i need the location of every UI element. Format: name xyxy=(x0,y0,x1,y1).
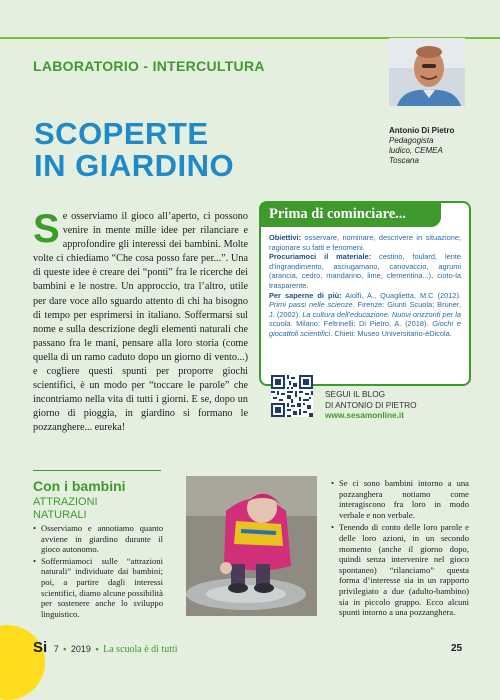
issue-number: 7 xyxy=(53,644,59,654)
footer-yellow-circle xyxy=(0,625,48,700)
footer-separator: • xyxy=(63,644,67,654)
ref-3: . Milano: Feltrinelli; Di Pietro, A. (2018). xyxy=(290,319,433,329)
ref-4: . Chieti: Museo Universitario-èDicola. xyxy=(330,328,452,338)
box-title: Prima di cominciare... xyxy=(269,206,407,222)
obiettivi xyxy=(269,233,461,252)
ref-3-title: Giochi e giocattoli scientifici xyxy=(269,319,461,338)
author-role-2: ludico, CEMEA xyxy=(389,146,443,155)
intro-paragraph xyxy=(33,207,248,436)
blog-line-1: SEGUI IL BLOG xyxy=(325,389,386,399)
list-item: • Tenendo di conto delle loro parole e delle loro azioni, in un secondo momento (anche il giorno dopo, quindi senza intervenire nel gioco spontaneo) “rilanciamo” questa forma d’interesse sia in un rapporto privilegiato a due (adulto-bambino) sia in piccolo gruppo. Ecco alcuni spunti intorno a una pozzanghera. xyxy=(331,522,469,617)
right-list xyxy=(331,478,469,620)
ref-1: Aiolfi, A., Quaglietta, M.C (2012). xyxy=(341,290,461,300)
ref-2: . Firenze: Giunti Scuola; Bruner, J. (2002). xyxy=(269,300,462,319)
materiale-text: cestino, foulard, lente d’ingrandimento, asciugamano, canovaccio, agrumi (arancia, cedro, mandarino, lime, clementina...), cioto-la trasparente. xyxy=(269,252,461,290)
author-name: Antonio Di Pietro xyxy=(389,126,455,135)
section-divider xyxy=(33,470,161,471)
materiale xyxy=(269,252,461,290)
kids-section-subtitle: ATTRAZIONI NATURALI xyxy=(33,496,98,521)
section-label: LABORATORIO - INTERCULTURA xyxy=(33,58,265,74)
intro-text: e osserviamo il gioco all’aperto, ci possono venire in mente mille idee per rilanciare e approfondire gli interessi dei bambini. Molte volte ci chiediamo “Che cosa posso fare per...”. Una di queste idee è creare dei “ponti” fra le ricerche dei bambini e le nostre. Un approccio, tra l’altro, utile per dare voce allo sguardo attento di chi ha bisogno di tempo per esprimersi in italiano. Soffermarsi sul nome e sulla descrizione degli elementi naturali che passano fra le mani, pensare alla loro storia (come quella di un ramo caduto dopo un giorno di vento...) e cogliere questi spunti per proporre giochi scientifici, è un modo per “toccare le parole” che incontriamo nella vita di tutti i giorni. E se, dopo un giorno di pioggia, in giardino si formano le pozzanghere... eureka! xyxy=(33,211,248,434)
issue-year: 2019 xyxy=(70,644,91,654)
footer-bar xyxy=(33,639,178,656)
kids-section-title: Con i bambini xyxy=(33,478,126,494)
list-item: • Soffermiamoci sulle “attrazioni naturali” individuate dai bambini; poi, a partire dagli interessi scientifici, diamo alcune possibilità per sostenere anche lo sviluppo linguistico. xyxy=(33,556,163,620)
author-credit xyxy=(389,126,489,166)
magazine-logo: Si xyxy=(33,639,48,656)
prima-di-cominciare-box xyxy=(259,201,471,420)
page-number: 25 xyxy=(451,643,463,654)
magazine-brand: La scuola è di tutti xyxy=(103,644,178,655)
author-photo xyxy=(389,38,465,106)
blog-url[interactable]: www.sesamonline.it xyxy=(325,410,404,420)
blog-line-2: DI ANTONIO DI PIETRO xyxy=(325,399,417,410)
author-role-1: Pedagogista xyxy=(389,136,434,145)
saperne xyxy=(269,291,461,339)
footer-separator: • xyxy=(95,644,99,654)
ref-2-title: La cultura dell’educazione. Nuovi orizzonti per la scuola xyxy=(269,309,461,329)
kids-list xyxy=(33,523,163,620)
obiettivi-label: Obiettivi: xyxy=(269,233,302,242)
article-title xyxy=(34,118,234,182)
blog-link[interactable] xyxy=(325,389,417,421)
list-item: • Osserviamo e annotiamo quanto avviene in giardino durante il gioco autonomo. xyxy=(33,523,163,555)
title-line-1: SCOPERTE xyxy=(34,116,209,151)
drop-cap: S xyxy=(33,207,60,251)
child-puddle-photo xyxy=(186,476,317,616)
author-role-3: Toscana xyxy=(389,156,419,165)
saperne-label: Per saperne di più: xyxy=(269,290,342,300)
list-item: • Se ci sono bambini intorno a una pozzanghera notiamo come interagiscono fra loro in modo verbale e non verbale. xyxy=(331,478,469,520)
title-line-2: IN GIARDINO xyxy=(34,148,235,183)
obiettivi-text: osservare, nominare, descrivere in situazione; ragionare su fatti e fenomeni. xyxy=(269,233,461,252)
qr-code-icon[interactable] xyxy=(271,375,313,417)
materiale-label: Procuriamoci il materiale: xyxy=(269,252,372,262)
ref-1-title: Primi passi nelle scienze xyxy=(269,300,353,310)
box-header xyxy=(261,203,441,227)
box-body xyxy=(261,227,469,339)
